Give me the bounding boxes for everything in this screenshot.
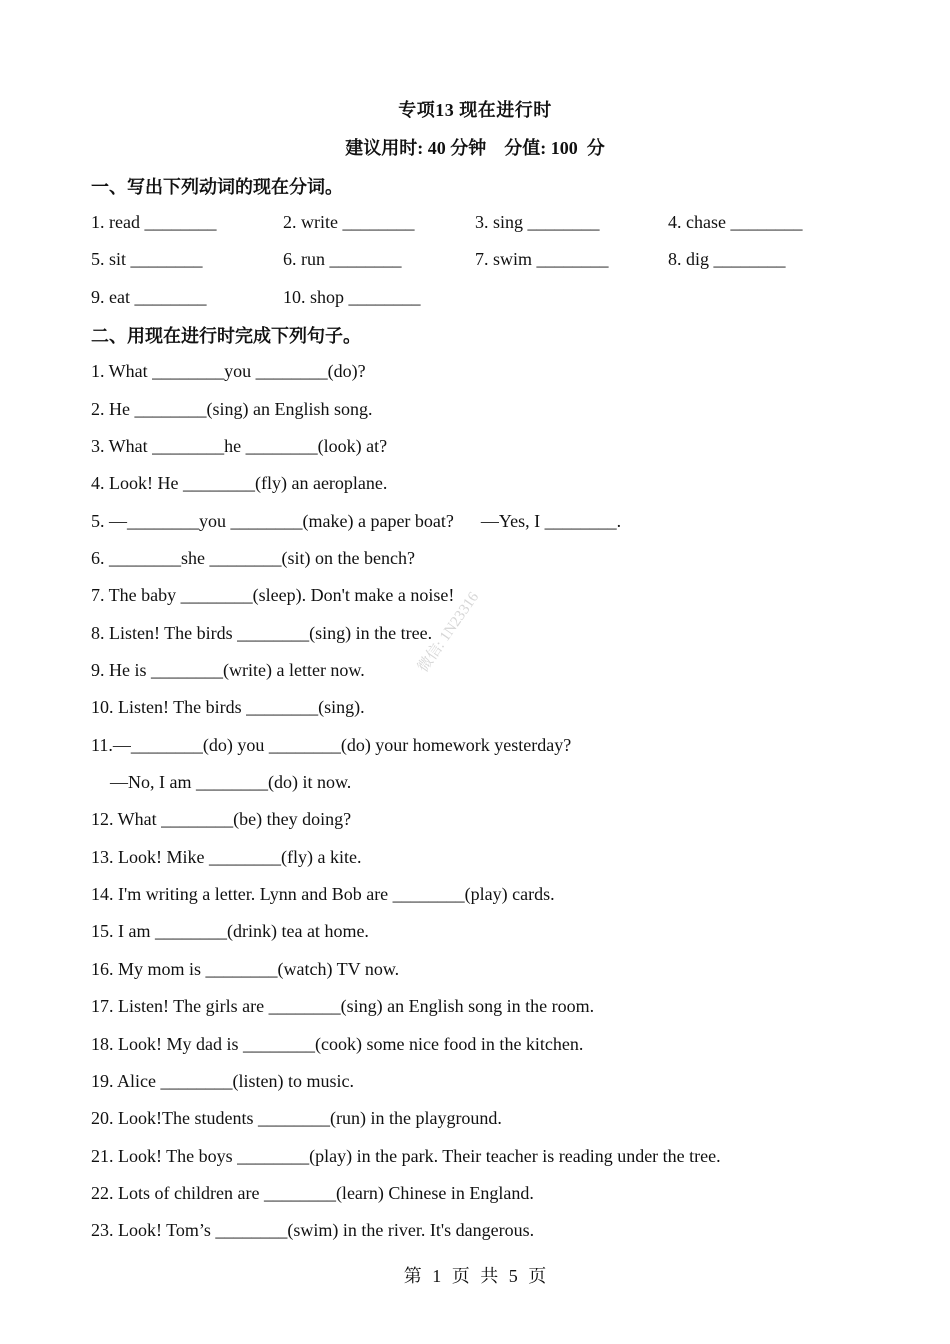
exercise-line: 20. Look!The students ________(run) in the playground. (91, 1108, 502, 1128)
watermark: 微信: 1N23316 (415, 589, 483, 676)
exercise-line: 19. Alice ________(listen) to music. (91, 1071, 354, 1091)
exercise-line: 12. What ________(be) they doing? (91, 809, 352, 829)
exercise-line: 10. Listen! The birds ________(sing). (91, 697, 365, 717)
exercise-line: —No, I am ________(do) it now. (110, 772, 352, 792)
section-1-heading: 一、写出下列动词的现在分词。 (91, 177, 343, 197)
exercise-line: 6. ________she ________(sit) on the bench? (91, 548, 415, 568)
verb-item: 4. chase ________ (668, 212, 803, 232)
verb-item: 3. sing ________ (475, 212, 600, 232)
verb-item: 7. swim ________ (475, 249, 609, 269)
exercise-line: 15. I am ________(drink) tea at home. (91, 921, 369, 941)
exercise-line: 23. Look! Tom’s ________(swim) in the river. It's dangerous. (91, 1220, 535, 1240)
verb-item: 2. write ________ (283, 212, 415, 232)
exercise-line: 21. Look! The boys ________(play) in the park. Their teacher is reading under the tree. (91, 1146, 721, 1166)
exercise-line: 9. He is ________(write) a letter now. (91, 660, 365, 680)
exercise-line: 4. Look! He ________(fly) an aeroplane. (91, 473, 388, 493)
page-title: 专项13 现在进行时 (398, 100, 552, 120)
exercise-line: 3. What ________he ________(look) at? (91, 436, 388, 456)
exercise-line: 22. Lots of children are ________(learn) Chinese in England. (91, 1183, 534, 1203)
exercise-line: 11.—________(do) you ________(do) your homework yesterday? (91, 735, 572, 755)
exercise-line: 16. My mom is ________(watch) TV now. (91, 959, 400, 979)
verb-item: 5. sit ________ (91, 249, 203, 269)
exercise-line: 18. Look! My dad is ________(cook) some nice food in the kitchen. (91, 1034, 584, 1054)
verb-item: 8. dig ________ (668, 249, 786, 269)
exercise-line: 14. I'm writing a letter. Lynn and Bob are ________(play) cards. (91, 884, 555, 904)
time-and-score: 建议用时: 40 分钟 分值: 100 分 (345, 138, 605, 158)
exercise-line: 1. What ________you ________(do)? (91, 361, 366, 381)
exercise-line: 5. —________you ________(make) a paper boat? —Yes, I ________. (91, 511, 622, 531)
verb-item: 10. shop ________ (283, 287, 421, 307)
exercise-line: 17. Listen! The girls are ________(sing) an English song in the room. (91, 996, 595, 1016)
exercise-line: 13. Look! Mike ________(fly) a kite. (91, 847, 362, 867)
exercise-line: 7. The baby ________(sleep). Don't make a noise! (91, 585, 455, 605)
exercise-line: 8. Listen! The birds ________(sing) in the tree. (91, 623, 433, 643)
exercise-line: 2. He ________(sing) an English song. (91, 399, 373, 419)
verb-item: 9. eat ________ (91, 287, 207, 307)
verb-item: 1. read ________ (91, 212, 217, 232)
verb-item: 6. run ________ (283, 249, 402, 269)
page-number-footer: 第 1 页 共 5 页 (403, 1266, 547, 1286)
section-2-heading: 二、用现在进行时完成下列句子。 (91, 326, 361, 346)
